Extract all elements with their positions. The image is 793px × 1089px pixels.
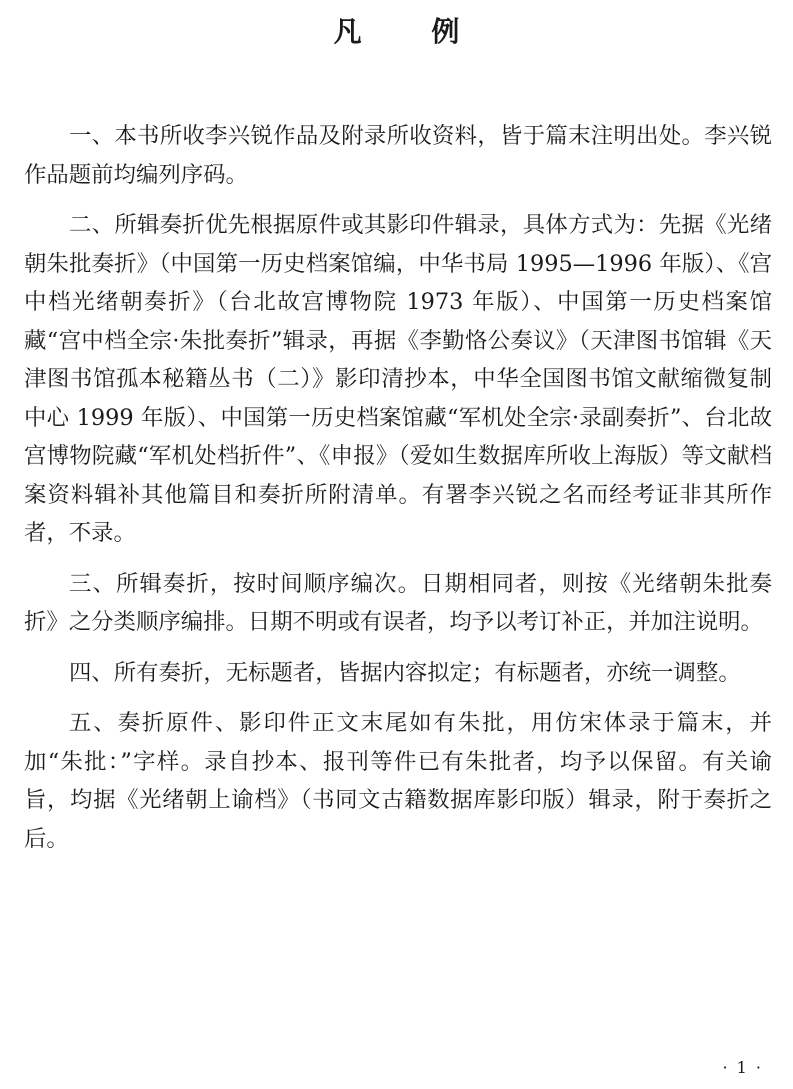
paragraph-4: 四、所有奏折，无标题者，皆据内容拟定；有标题者，亦统一调整。 <box>69 659 741 686</box>
paragraph-3: 三、所辑奏折，按时间顺序编次。日期相同者，则按《光绪朝朱批奏折》之分类顺序编排。日期不明或有误者，均予以考订补正，并加注说明。 <box>24 570 772 635</box>
paragraph-5: 五、奏折原件、影印件正文末尾如有朱批，用仿宋体录于篇末，并加“朱批：”字样。录自抄本、报刊等件已有朱批者，均予以保留。有关谕旨，均据《光绪朝上谕档》（书同文古籍数据库影印版）辑录，附于奏折之后。 <box>24 710 772 852</box>
paragraph-2: 二、所辑奏折优先根据原件或其影印件辑录，具体方式为：先据《光绪朝朱批奏折》（中国第一历史档案馆编，中华书局 1995—1996 年版）、《宫中档光绪朝奏折》（台北故宫博物院 1973 年版）、中国第一历史档案馆藏“宫中档全宗·朱批奏折”辑录，再据《李勤恪公奏议》（天津图书馆辑《天津图书馆孤本秘籍丛书（二）》影印清抄本，中华全国图书馆文献缩微复制中心 1999 年版）、中国第一历史档案馆藏“军机处全宗·录副奏折”、台北故宫博物院藏“军机处档折件”、《申报》（爱如生数据库所收上海版）等文献档案资料辑补其他篇目和奏折所附清单。有署李兴锐之名而经考证非其所作者，不录。 <box>24 212 772 546</box>
page-number: · 1 · <box>722 1058 763 1077</box>
page-title: 凡 例 <box>333 15 490 48</box>
paragraph-1: 一、本书所收李兴锐作品及附录所收资料，皆于篇末注明出处。李兴锐作品题前均编列序码。 <box>24 123 772 188</box>
body-text <box>24 117 772 870</box>
